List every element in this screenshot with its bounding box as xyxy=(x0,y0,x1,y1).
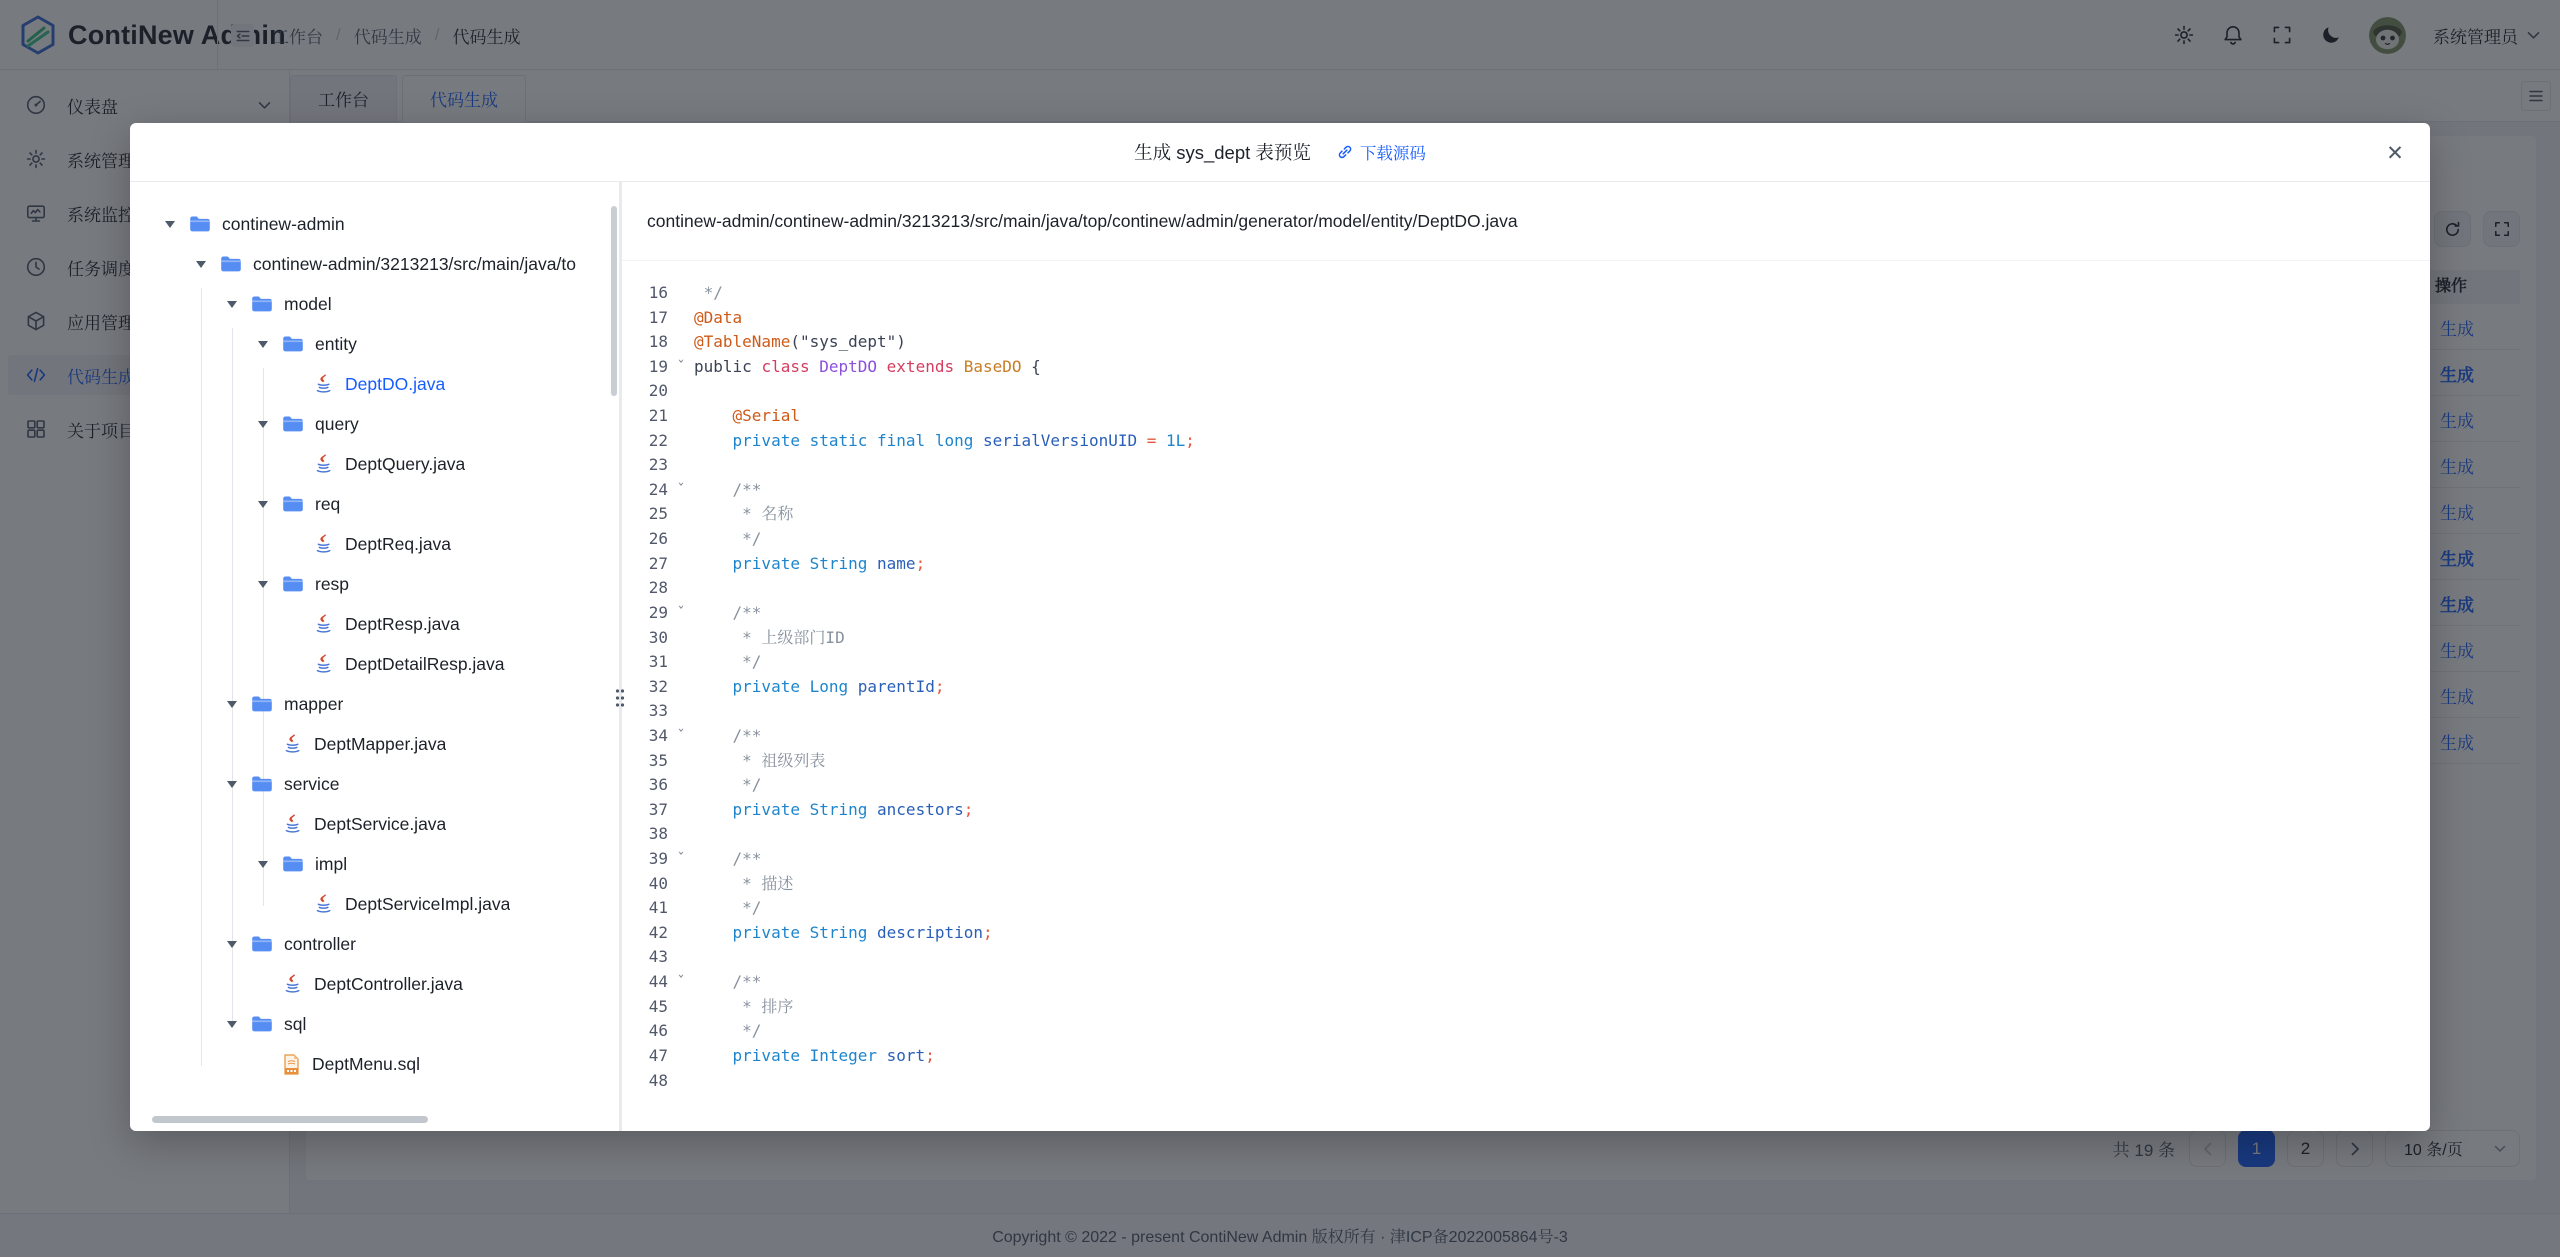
tree-item-label: DeptService.java xyxy=(314,813,447,834)
fold-spacer xyxy=(668,527,694,552)
tree-file[interactable] xyxy=(130,804,620,844)
fold-spacer xyxy=(668,872,694,897)
code-line xyxy=(622,699,2430,724)
folder-icon xyxy=(220,255,241,273)
code-line xyxy=(622,478,2430,503)
code-text: * 祖级列表 xyxy=(694,750,826,770)
code-text: */ xyxy=(694,775,762,795)
tree-item-label: req xyxy=(315,493,341,514)
code-text: /** xyxy=(694,479,762,499)
caret-down-icon[interactable] xyxy=(227,781,237,788)
tree-file[interactable] xyxy=(130,524,620,564)
tree-item-label: continew-admin/3213213/src/main/java/to xyxy=(253,253,576,274)
code-line xyxy=(622,995,2430,1020)
fold-icon[interactable]: ˇ xyxy=(676,603,686,622)
tree-item-label: model xyxy=(284,293,332,314)
code-line xyxy=(622,896,2430,921)
caret-down-icon[interactable] xyxy=(258,421,268,428)
folder-icon xyxy=(251,695,272,713)
tree-folder[interactable] xyxy=(130,684,620,724)
folder-icon xyxy=(282,855,303,873)
fold-spacer xyxy=(668,921,694,946)
code-line xyxy=(622,281,2430,306)
sql-file-icon xyxy=(283,1054,300,1075)
code-line xyxy=(622,1069,2430,1094)
java-file-icon xyxy=(314,454,333,475)
caret-down-icon[interactable] xyxy=(165,221,175,228)
fold-spacer xyxy=(668,995,694,1020)
tree-file[interactable] xyxy=(130,444,620,484)
tree-file[interactable] xyxy=(130,724,620,764)
caret-down-icon[interactable] xyxy=(227,941,237,948)
folder-icon xyxy=(251,1015,272,1033)
fold-spacer xyxy=(668,552,694,577)
line-number: 28 xyxy=(648,578,668,598)
tree-folder[interactable] xyxy=(130,204,620,244)
code-line xyxy=(622,921,2430,946)
fold-spacer xyxy=(668,699,694,724)
tree-item-label: impl xyxy=(315,853,348,874)
java-file-icon xyxy=(283,734,302,755)
caret-down-icon[interactable] xyxy=(258,581,268,588)
download-source-label: 下载源码 xyxy=(1359,145,1426,163)
preview-modal xyxy=(130,123,2430,1131)
code-text: private String description; xyxy=(694,922,993,942)
tree-folder[interactable] xyxy=(130,284,620,324)
fold-spacer xyxy=(668,379,694,404)
modal-body xyxy=(130,182,2430,1131)
line-number: 35 xyxy=(648,750,668,770)
tree-item-label: DeptReq.java xyxy=(345,533,452,554)
code-text: /** xyxy=(694,972,762,992)
tree-file[interactable] xyxy=(130,884,620,924)
code-line xyxy=(622,970,2430,995)
tree-folder[interactable] xyxy=(130,1004,620,1044)
line-number: 48 xyxy=(648,1070,668,1090)
line-number: 17 xyxy=(648,307,668,327)
tree-folder[interactable] xyxy=(130,844,620,884)
code-text: private Integer sort; xyxy=(694,1045,935,1065)
line-number: 29 xyxy=(648,602,668,622)
tree-item-label: DeptServiceImpl.java xyxy=(345,893,511,914)
fold-spacer xyxy=(668,453,694,478)
code-text: @Serial xyxy=(694,406,800,426)
tree-folder[interactable] xyxy=(130,244,620,284)
code-text: private String ancestors; xyxy=(694,799,974,819)
fold-icon[interactable]: ˇ xyxy=(676,357,686,376)
code-line xyxy=(622,675,2430,700)
code-panel xyxy=(622,182,2430,1131)
line-number: 26 xyxy=(648,529,668,549)
fold-spacer xyxy=(668,1019,694,1044)
code-text: * 描述 xyxy=(694,873,794,893)
fold-spacer xyxy=(668,650,694,675)
code-text: * 上级部门ID xyxy=(694,627,845,647)
line-number: 40 xyxy=(648,873,668,893)
tree-item-label: resp xyxy=(315,573,350,594)
java-file-icon xyxy=(314,534,333,555)
line-number: 24 xyxy=(648,479,668,499)
fold-spacer xyxy=(668,945,694,970)
line-number: 31 xyxy=(648,652,668,672)
caret-down-icon[interactable] xyxy=(258,861,268,868)
line-number: 23 xyxy=(648,455,668,475)
folder-icon xyxy=(189,215,210,233)
folder-icon xyxy=(282,575,303,593)
modal-header xyxy=(130,123,2430,182)
tree-file[interactable] xyxy=(130,1044,620,1084)
code-line xyxy=(622,626,2430,651)
code-line xyxy=(622,822,2430,847)
code-line xyxy=(622,429,2430,454)
code-text: private static final long serialVersionUID = 1L; xyxy=(694,430,1195,450)
tree-item-label: continew-admin xyxy=(222,213,345,234)
tree-horizontal-scrollbar[interactable] xyxy=(152,1116,428,1123)
download-source-link[interactable] xyxy=(1337,140,1426,164)
caret-down-icon[interactable] xyxy=(258,341,268,348)
fold-icon[interactable]: ˇ xyxy=(676,480,686,499)
file-tree xyxy=(130,182,620,1131)
caret-down-icon[interactable] xyxy=(227,1021,237,1028)
fold-icon[interactable]: ˇ xyxy=(676,850,686,869)
tree-vertical-scrollbar[interactable] xyxy=(611,206,617,396)
code-line xyxy=(622,404,2430,429)
fold-spacer xyxy=(668,626,694,651)
code-line xyxy=(622,502,2430,527)
folder-icon xyxy=(251,295,272,313)
code-line xyxy=(622,379,2430,404)
tree-item-label: mapper xyxy=(284,693,344,714)
tree-folder[interactable] xyxy=(130,764,620,804)
tree-item-label: service xyxy=(284,773,340,794)
tree-item-label: query xyxy=(315,413,359,434)
java-file-icon xyxy=(283,974,302,995)
code-text: private Long parentId; xyxy=(694,676,945,696)
tree-item-label: DeptDO.java xyxy=(345,373,446,394)
code-text: private String name; xyxy=(694,553,926,573)
line-number: 42 xyxy=(648,922,668,942)
tree-file[interactable] xyxy=(130,604,620,644)
code-line xyxy=(622,1019,2430,1044)
folder-icon xyxy=(282,335,303,353)
line-number: 20 xyxy=(648,381,668,401)
tree-item-label: DeptQuery.java xyxy=(345,453,466,474)
java-file-icon xyxy=(314,374,333,395)
java-file-icon xyxy=(314,654,333,675)
folder-icon xyxy=(251,935,272,953)
fold-spacer xyxy=(668,773,694,798)
code-line xyxy=(622,945,2430,970)
caret-down-icon[interactable] xyxy=(196,261,206,268)
code-text: /** xyxy=(694,725,762,745)
code-text: * 名称 xyxy=(694,504,794,524)
tree-item-label: DeptMapper.java xyxy=(314,733,447,754)
line-number: 32 xyxy=(648,676,668,696)
code-line xyxy=(622,601,2430,626)
fold-spacer xyxy=(668,281,694,306)
code-text: */ xyxy=(694,529,762,549)
fold-spacer xyxy=(668,306,694,331)
line-number: 27 xyxy=(648,553,668,573)
line-number: 41 xyxy=(648,898,668,918)
fold-spacer xyxy=(668,822,694,847)
code-line xyxy=(622,872,2430,897)
tree-item-label: DeptResp.java xyxy=(345,613,460,634)
code-line xyxy=(622,355,2430,380)
tree-file[interactable] xyxy=(130,644,620,684)
code-text: * 排序 xyxy=(694,996,794,1016)
code-line xyxy=(622,773,2430,798)
caret-down-icon[interactable] xyxy=(227,301,237,308)
code-text: */ xyxy=(694,652,762,672)
tree-item-label: controller xyxy=(284,933,356,954)
code-line xyxy=(622,330,2430,355)
fold-spacer xyxy=(668,749,694,774)
line-number: 18 xyxy=(648,332,668,352)
tree-item-label: DeptController.java xyxy=(314,973,463,994)
caret-down-icon[interactable] xyxy=(227,701,237,708)
line-number: 45 xyxy=(648,996,668,1016)
line-number: 34 xyxy=(648,725,668,745)
line-number: 46 xyxy=(648,1021,668,1041)
close-icon[interactable]: ✕ xyxy=(2378,136,2412,170)
line-number: 44 xyxy=(648,972,668,992)
modal-title: 生成 sys_dept 表预览 xyxy=(1134,142,1311,163)
line-number: 22 xyxy=(648,430,668,450)
tree-item-label: DeptDetailResp.java xyxy=(345,653,505,674)
code-line xyxy=(622,749,2430,774)
tree-item-label: entity xyxy=(315,333,357,354)
tree-file[interactable] xyxy=(130,364,620,404)
tree-folder[interactable] xyxy=(130,484,620,524)
code-text: /** xyxy=(694,849,762,869)
folder-icon xyxy=(251,775,272,793)
line-number: 16 xyxy=(648,283,668,302)
code-line xyxy=(622,552,2430,577)
code-line xyxy=(622,650,2430,675)
code-line xyxy=(622,798,2430,823)
caret-down-icon[interactable] xyxy=(258,501,268,508)
file-path: continew-admin/continew-admin/3213213/src/main/java/top/continew/admin/generator/model/entity/DeptDO.java xyxy=(622,182,2430,261)
line-number: 43 xyxy=(648,947,668,967)
java-file-icon xyxy=(314,894,333,915)
line-number: 19 xyxy=(648,356,668,376)
code-line xyxy=(622,576,2430,601)
tree-file[interactable] xyxy=(130,964,620,1004)
fold-spacer xyxy=(668,1069,694,1094)
fold-spacer xyxy=(668,675,694,700)
folder-icon xyxy=(282,415,303,433)
code-text: public class DeptDO extends BaseDO { xyxy=(694,356,1041,376)
code-text: /** xyxy=(694,602,762,622)
tree-folder[interactable] xyxy=(130,564,620,604)
code-text: */ xyxy=(694,283,723,302)
tree-folder[interactable] xyxy=(130,404,620,444)
code-text: */ xyxy=(694,898,762,918)
code-text: */ xyxy=(694,1021,762,1041)
line-number: 25 xyxy=(648,504,668,524)
fold-spacer xyxy=(668,429,694,454)
code-line xyxy=(622,453,2430,478)
line-number: 21 xyxy=(648,406,668,426)
fold-spacer xyxy=(668,798,694,823)
code-text: @Data xyxy=(694,307,743,327)
line-number: 37 xyxy=(648,799,668,819)
fold-spacer xyxy=(668,1044,694,1069)
fold-spacer xyxy=(668,330,694,355)
line-number: 47 xyxy=(648,1045,668,1065)
line-number: 38 xyxy=(648,824,668,844)
fold-spacer xyxy=(668,896,694,921)
fold-spacer xyxy=(668,576,694,601)
code-viewer xyxy=(622,261,2430,1093)
code-line xyxy=(622,847,2430,872)
code-text: @TableName("sys_dept") xyxy=(694,332,906,352)
code-line xyxy=(622,306,2430,331)
code-line xyxy=(622,527,2430,552)
java-file-icon xyxy=(314,614,333,635)
tree-folder[interactable] xyxy=(130,924,620,964)
tree-item-label: DeptMenu.sql xyxy=(312,1053,420,1074)
java-file-icon xyxy=(283,814,302,835)
code-line xyxy=(622,1044,2430,1069)
link-icon xyxy=(1337,144,1353,160)
tree-item-label: sql xyxy=(284,1013,307,1034)
folder-icon xyxy=(282,495,303,513)
line-number: 33 xyxy=(648,701,668,721)
fold-icon[interactable]: ˇ xyxy=(676,726,686,745)
line-number: 36 xyxy=(648,775,668,795)
fold-spacer xyxy=(668,502,694,527)
line-number: 39 xyxy=(648,849,668,869)
fold-spacer xyxy=(668,404,694,429)
code-line xyxy=(622,724,2430,749)
fold-icon[interactable]: ˇ xyxy=(676,973,686,992)
line-number: 30 xyxy=(648,627,668,647)
tree-folder[interactable] xyxy=(130,324,620,364)
